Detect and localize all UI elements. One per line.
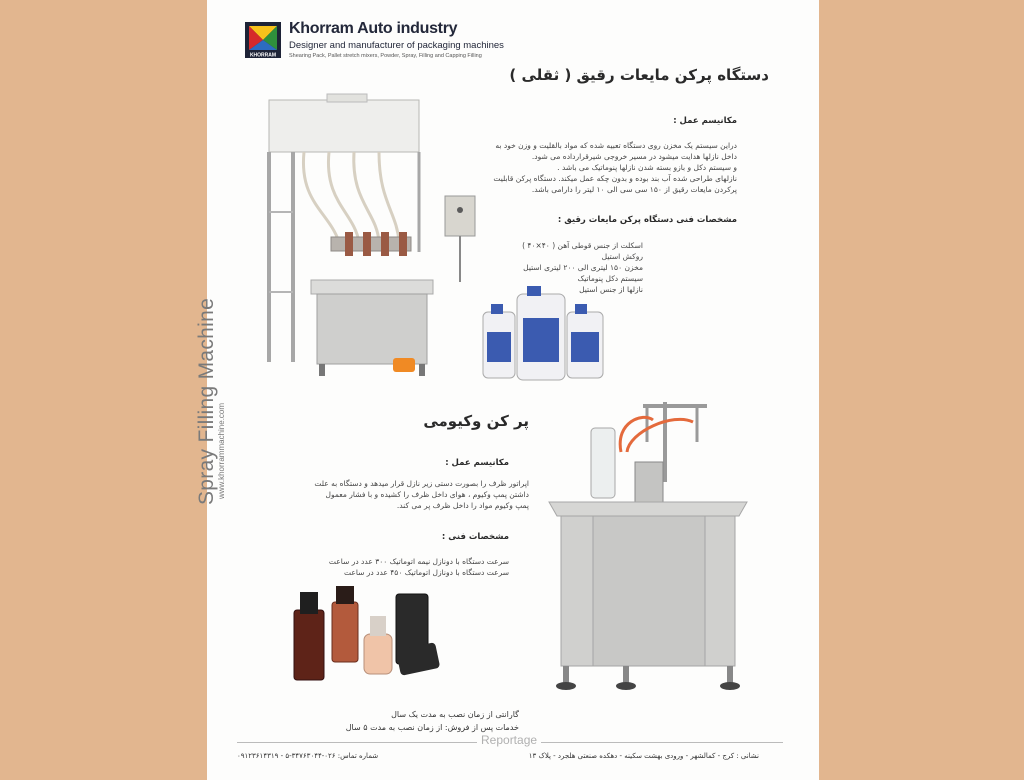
spec-item: سرعت دستگاه با دونازل اتوماتیک ۴۵۰ عدد در ساعت bbox=[344, 568, 509, 577]
footer-contact: شماره تماس: ۰۲۶-۳۴۷۶۳۰۴۴-۵ - ۰۹۱۲۳۶۱۴۳۱۹ bbox=[237, 752, 379, 760]
reportage-watermark: Reportage bbox=[477, 733, 541, 747]
paragraph-line: نازلهای طراحی شده آب بند بوده و بدون چکه عمل میکند. دستگاه پرکن قابلیت bbox=[493, 174, 737, 183]
warranty-info bbox=[346, 708, 519, 734]
spec-item: سرعت دستگاه با دونازل نیمه اتوماتیک ۳۰۰ عدد در ساعت bbox=[328, 557, 509, 566]
paragraph-line: داخل نازلها هدایت میشود در مسیر خروجی شیرقرارداده می شود. bbox=[531, 152, 737, 161]
section2-specs-list bbox=[329, 556, 509, 578]
paragraph-line: داشتن پمپ وکیوم ، هوای داخل ظرف را کشیده و با فشار معمول bbox=[325, 490, 529, 499]
section1-specs-heading: مشخصات فنی دستگاه پرکن مایعات رقیق : bbox=[557, 215, 737, 225]
brand-block bbox=[289, 20, 504, 59]
vacuum-filling-machine-image bbox=[543, 392, 753, 722]
section1-mechanism-heading: مکانیسم عمل : bbox=[673, 116, 737, 126]
section2-specs-heading: مشخصات فنی : bbox=[441, 532, 509, 542]
brochure-page bbox=[195, 0, 819, 780]
oil-bottles-image bbox=[479, 282, 609, 382]
nail-polish-bottles-image bbox=[292, 582, 452, 687]
section2-title: پر کن وکیومی bbox=[423, 412, 529, 430]
gravity-filling-machine-image bbox=[259, 92, 489, 387]
paragraph-line: پرکردن مایعات رقیق از ۱۵۰ سی سی الی ۱۰ لیتر را دارامی باشد. bbox=[531, 185, 737, 194]
company-products: Shearing Pack, Pallet stretch mixers, Powder, Spray, Filling and Capping Filling bbox=[289, 53, 482, 59]
logo-text: KHORRAM bbox=[249, 52, 277, 59]
spec-item: نازلها از جنس استیل bbox=[579, 285, 643, 294]
paragraph-line: و سیستم دکل و بازو بسته شدن نازلها پنوماتیک می باشد . bbox=[557, 163, 737, 172]
side-label-title: Spray Filling Machine bbox=[195, 297, 218, 505]
side-label-url: www.khorrammachine.com bbox=[217, 402, 226, 499]
section2-mechanism-heading: مکانیسم عمل : bbox=[445, 458, 509, 468]
after-sales-line: خدمات پس از فروش: از زمان نصب به مدت ۵ سال bbox=[345, 723, 519, 732]
spec-item: روکش استیل bbox=[601, 252, 643, 261]
khorram-logo bbox=[245, 22, 281, 58]
company-tagline: Designer and manufacturer of packaging machines bbox=[289, 40, 504, 51]
warranty-line: گارانتی از زمان نصب به مدت یک سال bbox=[391, 710, 519, 719]
section1-title: دستگاه پرکن مایعات رقیق ( ثقلی ) bbox=[509, 66, 769, 84]
paragraph-line: اپراتور ظرف را بصورت دستی زیر نازل قرار میدهد و دستگاه به علت bbox=[314, 479, 529, 488]
footer-address: نشانی : کرج - کمالشهر - ورودی بهشت سکینه - دهکده صنعتی هلجرد - پلاک ۱۳ bbox=[528, 752, 759, 760]
spec-item: سیستم دکل پنوماتیک bbox=[577, 274, 643, 283]
company-name: Khorram Auto industry bbox=[289, 20, 458, 37]
side-label bbox=[195, 245, 226, 505]
spec-item: اسکلت از جنس قوطی آهن ( ۴۰×۴۰ ) bbox=[522, 241, 643, 250]
paragraph-line: پمپ وکیوم مواد را داخل ظرف پر می کند. bbox=[396, 501, 529, 510]
section2-mechanism-text bbox=[229, 478, 529, 511]
paragraph-line: دراین سیستم یک مخزن روی دستگاه تعبیه شده که مواد بالقلیت و وزن خود به bbox=[495, 141, 737, 150]
spec-item: مخزن ۱۵۰ لیتری الی ۲۰۰ لیتری استیل bbox=[523, 263, 643, 272]
